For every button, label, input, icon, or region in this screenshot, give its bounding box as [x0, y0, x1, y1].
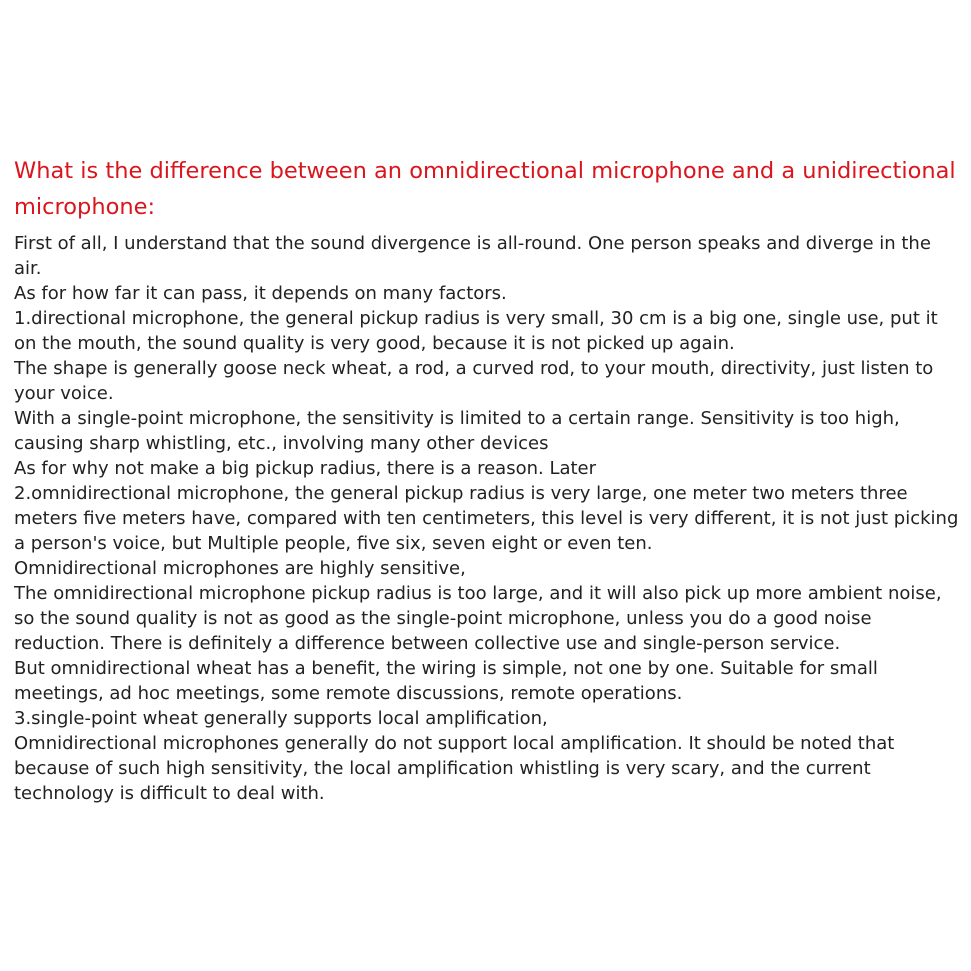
- paragraph: But omnidirectional wheat has a benefit, the wiring is simple, not one by one. Suitable for small meetings, ad hoc meetings, some remote discussions, remote operations.: [14, 658, 878, 704]
- paragraph: With a single-point microphone, the sensitivity is limited to a certain range. Sensitivity is too high, causing sharp whistling, etc., involving many other devices: [14, 408, 900, 454]
- paragraph: The shape is generally goose neck wheat, a rod, a curved rod, to your mouth, directivity, just listen to your voice.: [14, 358, 934, 404]
- paragraph: 2.omnidirectional microphone, the general pickup radius is very large, one meter two meters three meters five meters have, compared with ten centimeters, this level is very different, it is not just picking a person's voice, but Multiple people, five six, seven eight or even ten.: [14, 483, 959, 554]
- paragraph: As for why not make a big pickup radius, there is a reason. Later: [14, 458, 597, 479]
- paragraph: The omnidirectional microphone pickup radius is too large, and it will also pick up more ambient noise, so the sound quality is not as good as the single-point microphone, unless you do a good noise reduction. There is definitely a difference between collective use and single-person service.: [14, 583, 942, 654]
- paragraph: Omnidirectional microphones generally do not support local amplification. It should be noted that because of such high sensitivity, the local amplification whistling is very scary, and the current technology is difficult to deal with.: [14, 733, 895, 804]
- paragraph: First of all, I understand that the sound divergence is all-round. One person speaks and diverge in the air.: [14, 233, 931, 279]
- article-title: What is the difference between an omnidirectional microphone and a unidirectional microphone:: [14, 158, 956, 220]
- paragraph: Omnidirectional microphones are highly sensitive,: [14, 558, 466, 579]
- paragraph: As for how far it can pass, it depends on many factors.: [14, 283, 507, 304]
- paragraph: 3.single-point wheat generally supports local amplification,: [14, 708, 548, 729]
- paragraph: 1.directional microphone, the general pickup radius is very small, 30 cm is a big one, single use, put it on the mouth, the sound quality is very good, because it is not picked up again.: [14, 308, 938, 354]
- article: [14, 153, 960, 806]
- article-body: [14, 231, 960, 806]
